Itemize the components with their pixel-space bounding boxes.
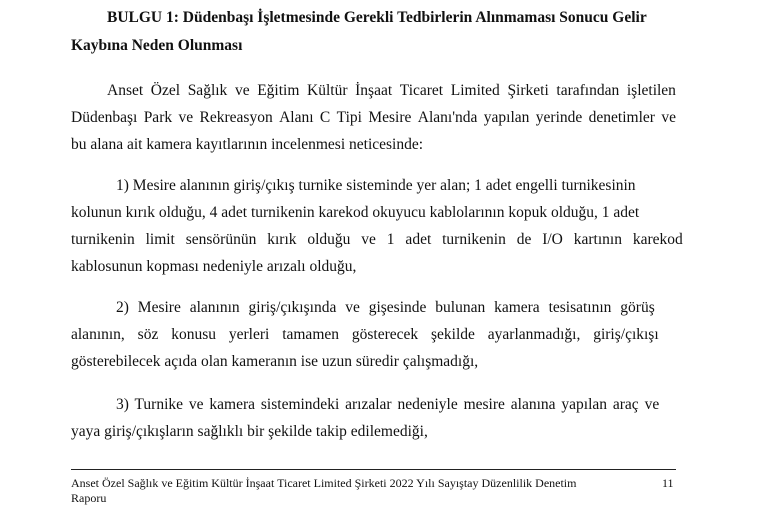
intro-line: Düdenbaşı Park ve Rekreasyon Alanı C Tipi Mesire Alanı'nda yapılan yerinde denetimler ve [71, 109, 676, 126]
item-1-line: turnikenin limit sensörünün kırık olduğu ve 1 adet turnikenin de I/O kartının karekod [71, 231, 683, 248]
page-number: 11 [662, 476, 674, 490]
item-3-line: 3) Turnike ve kamera sistemindeki arızalar nedeniyle mesire alanına yapılan araç ve [116, 396, 660, 413]
finding-title-line-2: Kaybına Neden Olunması [71, 37, 243, 54]
finding-title-line-1: BULGU 1: Düdenbaşı İşletmesinde Gerekli Tedbirlerin Alınmaması Sonucu Gelir [107, 9, 647, 26]
intro-line: bu alana ait kamera kayıtlarının incelenmesi neticesinde: [71, 136, 424, 153]
footer-divider [71, 469, 676, 470]
footer-report-title-cont: Raporu [71, 491, 107, 505]
item-1-line: kolunun kırık olduğu, 4 adet turnikenin karekod okuyucu kablolarının kopuk olduğu, 1 adet [71, 204, 640, 221]
item-1-line: 1) Mesire alanının giriş/çıkış turnike sisteminde yer alan; 1 adet engelli turnikesinin [116, 177, 636, 194]
intro-line: Anset Özel Sağlık ve Eğitim Kültür İnşaat Ticaret Limited Şirketi tarafından işletilen [107, 82, 676, 99]
footer-report-title: Anset Özel Sağlık ve Eğitim Kültür İnşaat Ticaret Limited Şirketi 2022 Yılı Sayıştay Düzenlilik Denetim [71, 476, 577, 490]
item-2-line: gösterebilecek açıda olan kameranın ise uzun süredir çalışmadığı, [71, 353, 479, 370]
item-2-line: 2) Mesire alanının giriş/çıkışında ve gişesinde bulunan kamera tesisatının görüş [116, 299, 655, 316]
item-2-line: alanının, söz konusu yerleri tamamen gösterecek şekilde ayarlanmadığı, giriş/çıkışı [71, 326, 659, 343]
item-1-line: kablosunun kopması nedeniyle arızalı olduğu, [71, 258, 357, 275]
item-3-line: yaya giriş/çıkışların sağlıklı bir şekilde takip edilemediği, [71, 423, 428, 440]
